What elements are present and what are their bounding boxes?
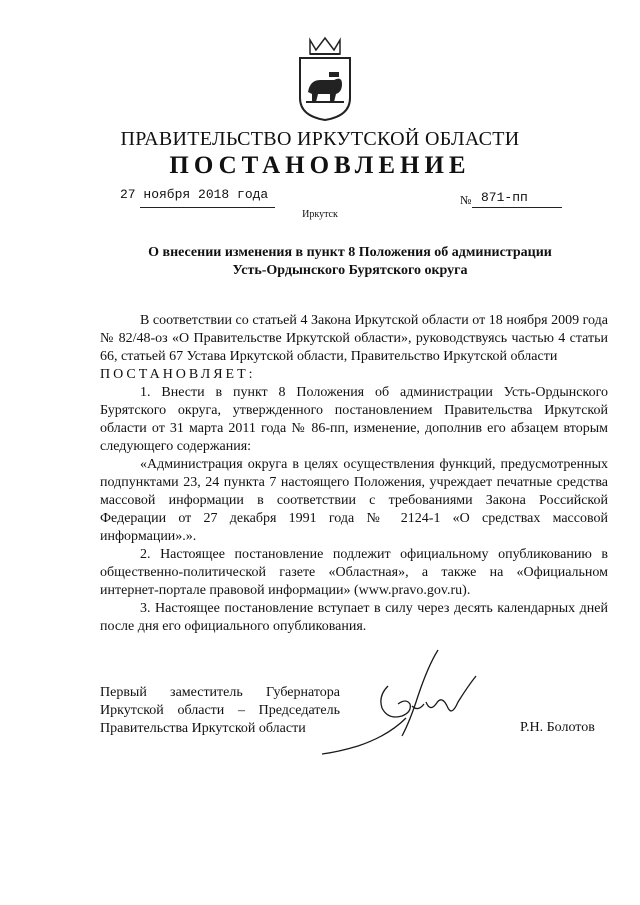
subject-line-2: Усть-Ордынского Бурятского округа xyxy=(232,263,468,278)
city-label: Иркутск xyxy=(302,209,338,220)
handwritten-signature xyxy=(318,646,508,756)
signer-position xyxy=(100,684,340,738)
number-sign: № xyxy=(460,193,472,207)
crown-icon xyxy=(310,38,340,54)
number-underline xyxy=(472,207,562,208)
document-number: 871-пп xyxy=(481,190,528,205)
item-1-quote-paragraph: «Администрация округа в целях осуществления функций, предусмотренных подпунктами 23, 24 пункта 7 настоящего Положения, учреждает печатные средства массовой информации в соответствии с требованиями Закона Российской Федерации от 27 декабря 1991 года № 2124-1 «О средствах массовой информации».». xyxy=(100,457,608,544)
document-subject xyxy=(100,244,600,280)
resolves-heading: ПОСТАНОВЛЯЕТ: xyxy=(100,367,256,382)
signer-line-3: Правительства Иркутской области xyxy=(100,721,306,736)
document-date: 27 ноября 2018 года xyxy=(120,187,269,202)
government-title: ПРАВИТЕЛЬСТВО ИРКУТСКОЙ ОБЛАСТИ xyxy=(120,128,520,150)
document-type-title: ПОСТАНОВЛЕНИЕ xyxy=(169,152,471,179)
item-1-paragraph: 1. Внести в пункт 8 Положения об администрации Усть-Ордынского Бурятского округа, утвержденного постановлением Правительства Иркутской области от 31 марта 2011 года № 86-пп, изменение, дополнив его абзацем вторым следующего содержания: xyxy=(100,385,608,454)
item-3-paragraph: 3. Настоящее постановление вступает в силу через десять календарных дней после дня его официального опубликования. xyxy=(100,601,608,634)
date-underline xyxy=(140,207,275,208)
signer-line-2: Иркутской области – Председатель xyxy=(100,703,340,718)
signer-name: Р.Н. Болотов xyxy=(520,720,595,735)
coat-of-arms-emblem xyxy=(296,36,354,122)
subject-line-1: О внесении изменения в пункт 8 Положения об администрации xyxy=(148,245,552,260)
signer-line-1: Первый заместитель Губернатора xyxy=(100,685,340,700)
item-2-paragraph: 2. Настоящее постановление подлежит официальному опубликованию в общественно-политической газете «Областная», а также на «Официальном интернет-портале правовой информации» (www.pravo.gov.ru). xyxy=(100,547,608,598)
preamble-paragraph: В соответствии со статьей 4 Закона Иркутской области от 18 ноября 2009 года № 82/48-оз «О Правительстве Иркутской области», руководствуясь частью 4 статьи 66, статьей 67 Устава Иркутской области, Правительство Иркутской области xyxy=(100,313,608,364)
document-body xyxy=(100,312,608,636)
